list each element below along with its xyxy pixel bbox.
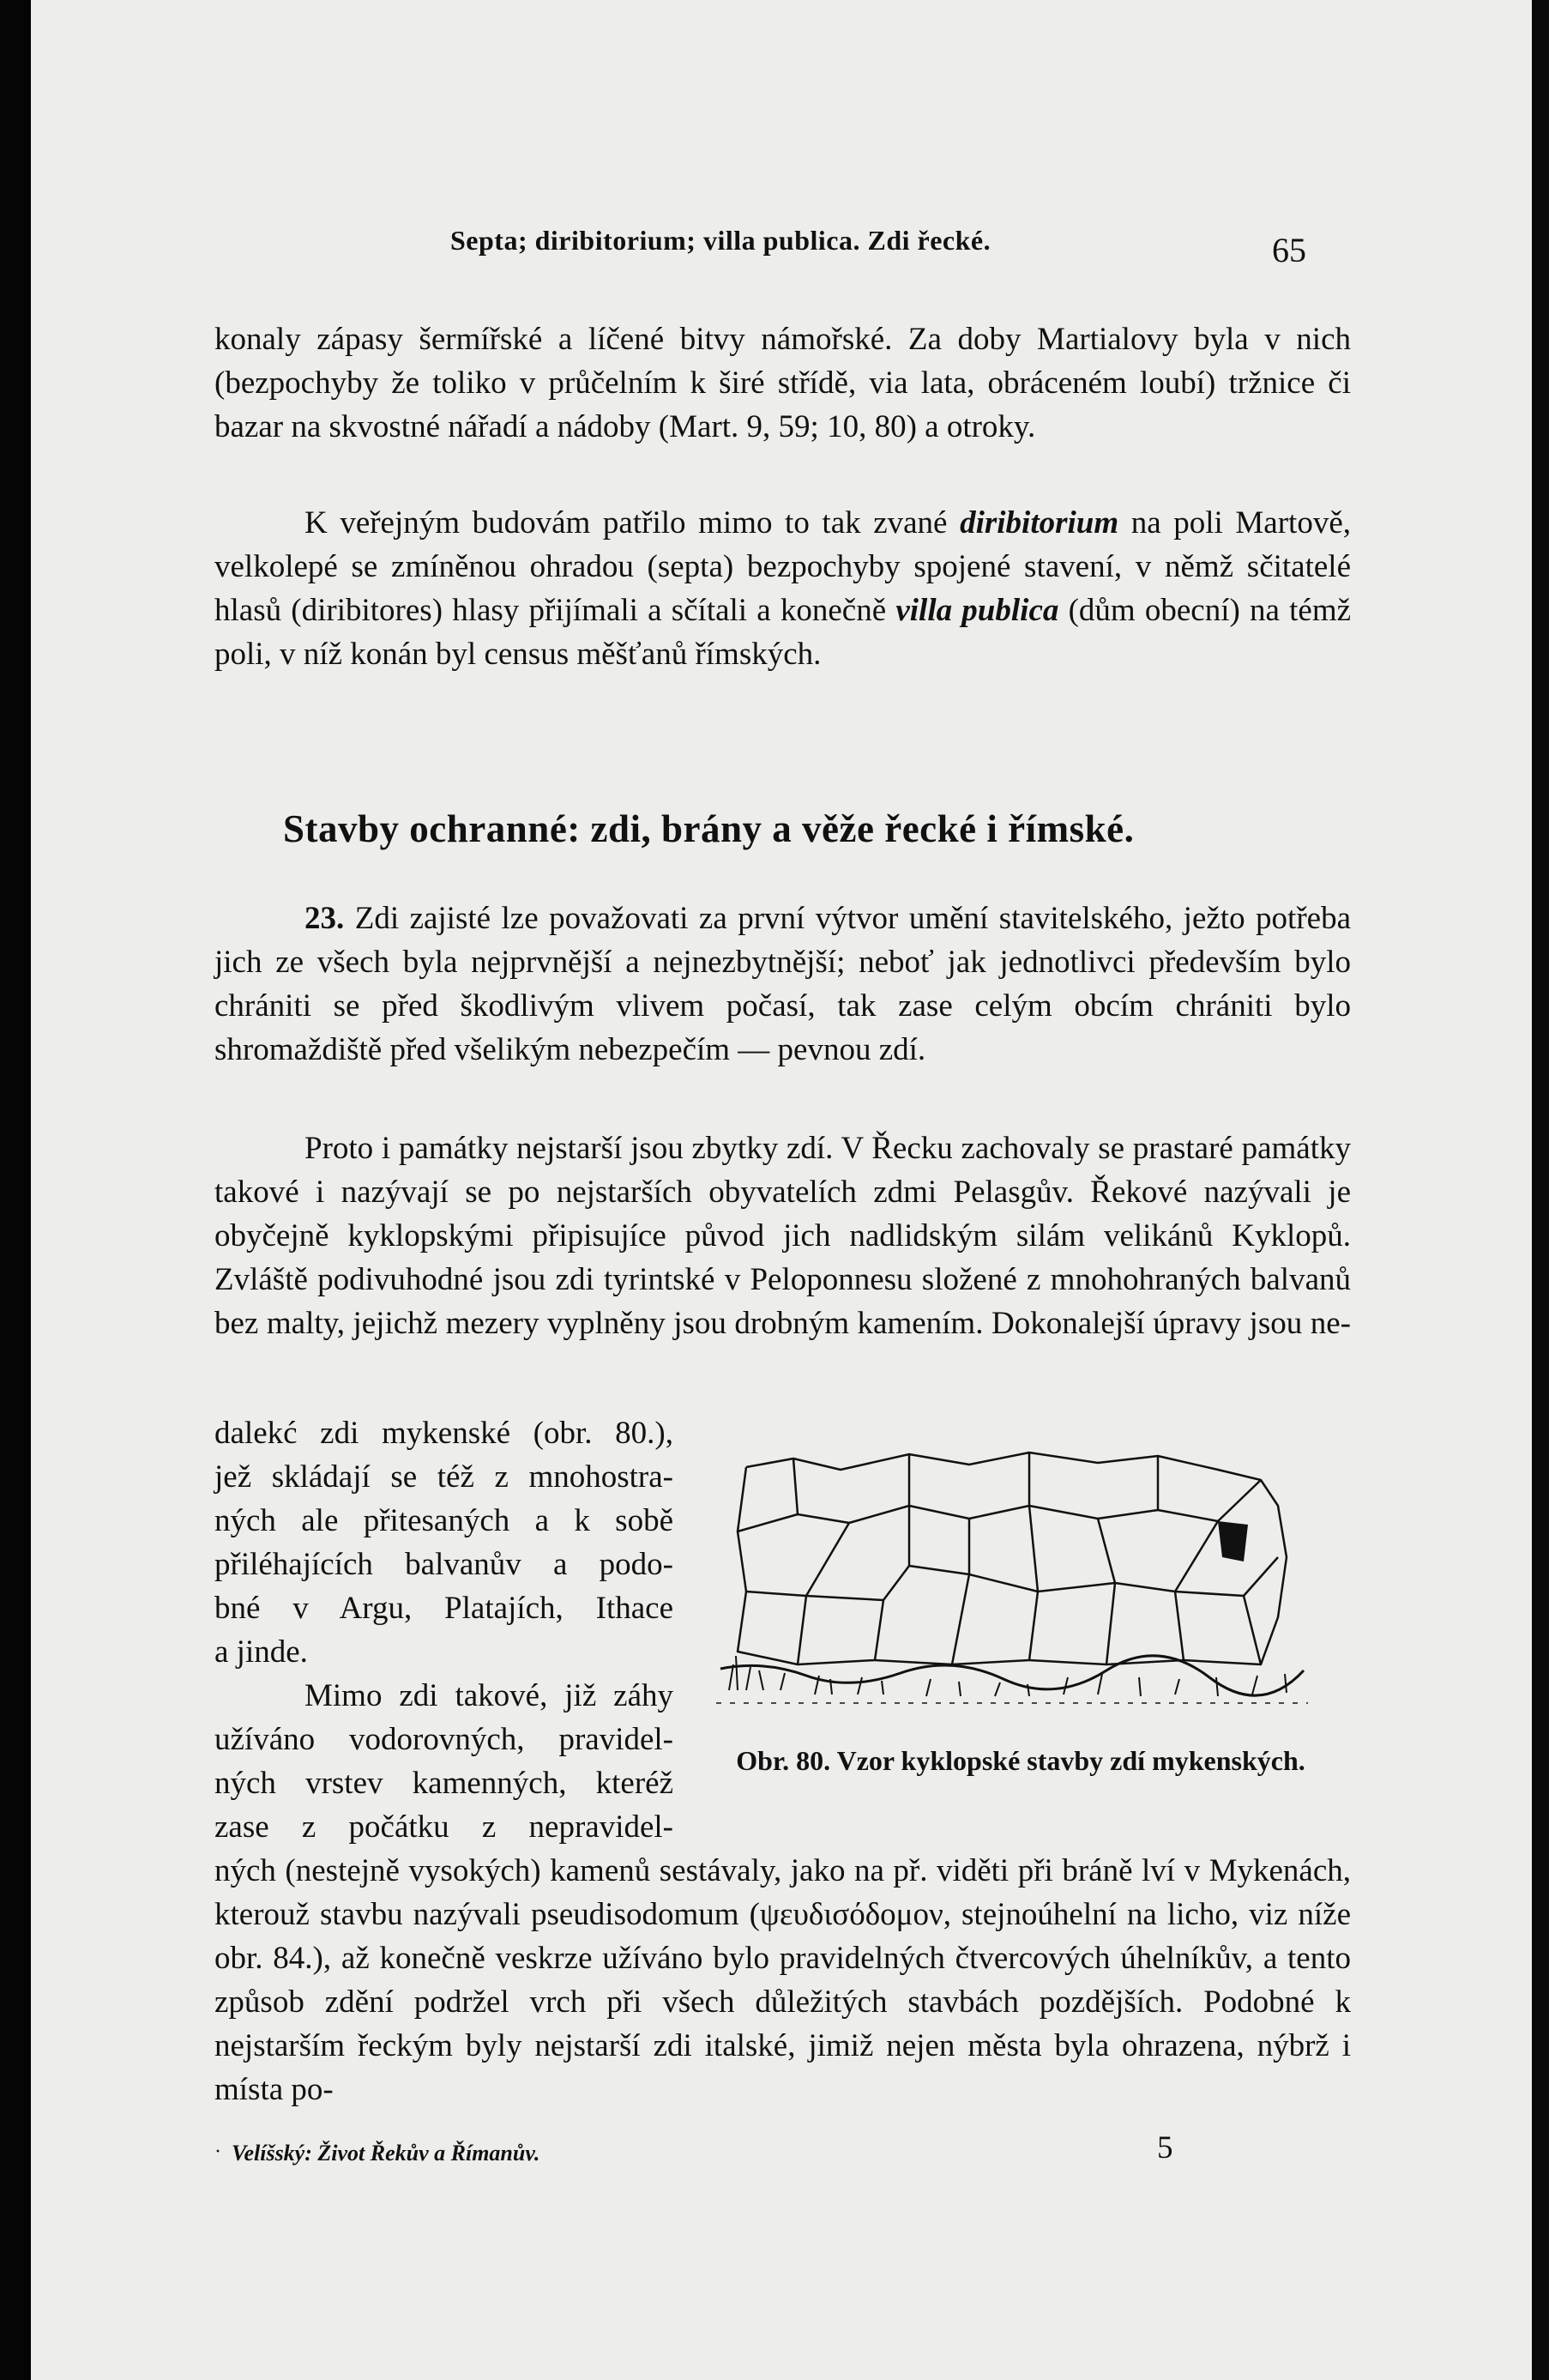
- paragraph-1: [214, 317, 1351, 449]
- cyclopean-wall-figure: [712, 1446, 1312, 1737]
- figure-caption: Obr. 80. Vzor kyklopské stavby zdí mykenských.: [736, 1745, 1305, 1776]
- term-diribitorium: diribitorium: [960, 505, 1119, 541]
- paragraph-4: [214, 1127, 1351, 1345]
- paragraph-2: [214, 501, 1351, 676]
- paragraph-5-narrow: [214, 1674, 673, 1849]
- dark-stone-shadow: [1218, 1521, 1248, 1561]
- narrow-line: ných vrstev kamenných, kteréž: [214, 1766, 673, 1801]
- paragraph-1-text: konaly zápasy šermířské a líčené bitvy námořské. Za doby Martialovy byla v nich (bezpochyby že toliko v průčelním k širé střídě, via lata, obráceném loubí) tržnice či bazar na skvostné nářadí a nádoby (Mart. 9, 59; 10, 80) a otroky.: [214, 322, 1351, 444]
- narrow-line: Mimo zdi takové, již záhy: [304, 1678, 673, 1713]
- section-number: 23.: [304, 901, 345, 936]
- narrow-line: bné v Argu, Platajích, Ithace: [214, 1591, 673, 1626]
- p2-start: K veřejným budovám patřilo mimo to tak zvané: [304, 505, 948, 541]
- narrow-line: ných ale přitesaných a k sobě: [214, 1503, 673, 1538]
- narrow-line: přiléhajících balvanův a podo-: [214, 1547, 673, 1582]
- page-number: 65: [1272, 231, 1306, 269]
- narrow-line: a jinde.: [214, 1634, 308, 1670]
- p2-mid: na poli Martově, velkolepé se zmíněnou ohradou (septa) bezpochyby spojené stavení, v němž sčitatelé hlasů (diribitores) hlasy přijímali a sčítali a konečně: [214, 505, 1351, 628]
- running-head: Septa; diribitorium; villa publica. Zdi řecké.: [450, 225, 991, 256]
- paragraph-5-text: ných (nestejně vysokých) kamenů sestávaly, jako na př. viděti při bráně lví v Mykenách, kterouž stavbu nazývali pseudisodomum (ψευδισόδομον, stejnoúhelní na licho, viz níže obr. 84.), až konečně veskrze užíváno bylo pravidelných čtvercových úhelníkův, a tento způsob zdění podržel vrch při všech důležitých stavbách pozdějších. Podobné k nejstarším řeckým byly nejstarší zdi italské, jimiž nejen města byla ohrazena, nýbrž i místa po-: [214, 1853, 1351, 2107]
- paragraph-3: [214, 897, 1351, 1072]
- narrow-line: zase z počátku z nepravidel-: [214, 1809, 673, 1845]
- paragraph-4-text: Proto i památky nejstarší jsou zbytky zdí. V Řecku zachovaly se prastaré památky takové i nazývají se po nejstarších obyvatelích zdmi Pelasgův. Řekové nazývali je obyčejně kyklopskými připisujíce původ jich nadlidským silám velikánů Kyklopů. Zvláště podivuhodné jsou zdi tyrintské v Peloponnesu složené z mnohohraných balvanů bez malty, jejichž mezery vyplněny jsou drobným kamením. Dokonalejší úpravy jsou ne-: [214, 1131, 1351, 1341]
- p2-end: (dům obecní) na témž poli, v níž konán byl census měšťanů římských.: [214, 593, 1352, 672]
- narrow-line: jež skládají se též z mnohostra-: [214, 1459, 673, 1495]
- signature-mark: 5: [1157, 2130, 1173, 2166]
- narrow-line: užíváno vodorovných, pravidel-: [214, 1722, 673, 1757]
- section-title: Stavby ochranné: zdi, brány a věže řecké i římské.: [283, 807, 1135, 850]
- paragraph-5-rest: [214, 1849, 1351, 2111]
- paragraph-4-narrow: [214, 1411, 673, 1674]
- paragraph-3-text: Zdi zajisté lze považovati za první výtvor umění stavitelského, ježto potřeba jich ze všech byla nejprvnější a nejnezbytnější; neboť jak jednotlivci především bylo chrániti se před škodlivým vlivem počasí, tak zase celým obcím chrániti bylo shromaždiště před všelikým nebezpečím — pevnou zdí.: [214, 901, 1351, 1067]
- book-footer: Velíšský: Život Řekův a Římanův.: [232, 2141, 540, 2166]
- narrow-line: dalekć zdi mykenské (obr. 80.),: [214, 1416, 673, 1451]
- term-villa-publica: villa publica: [895, 593, 1059, 628]
- footer-marker: ·: [214, 2141, 221, 2163]
- book-spine: [0, 0, 31, 2380]
